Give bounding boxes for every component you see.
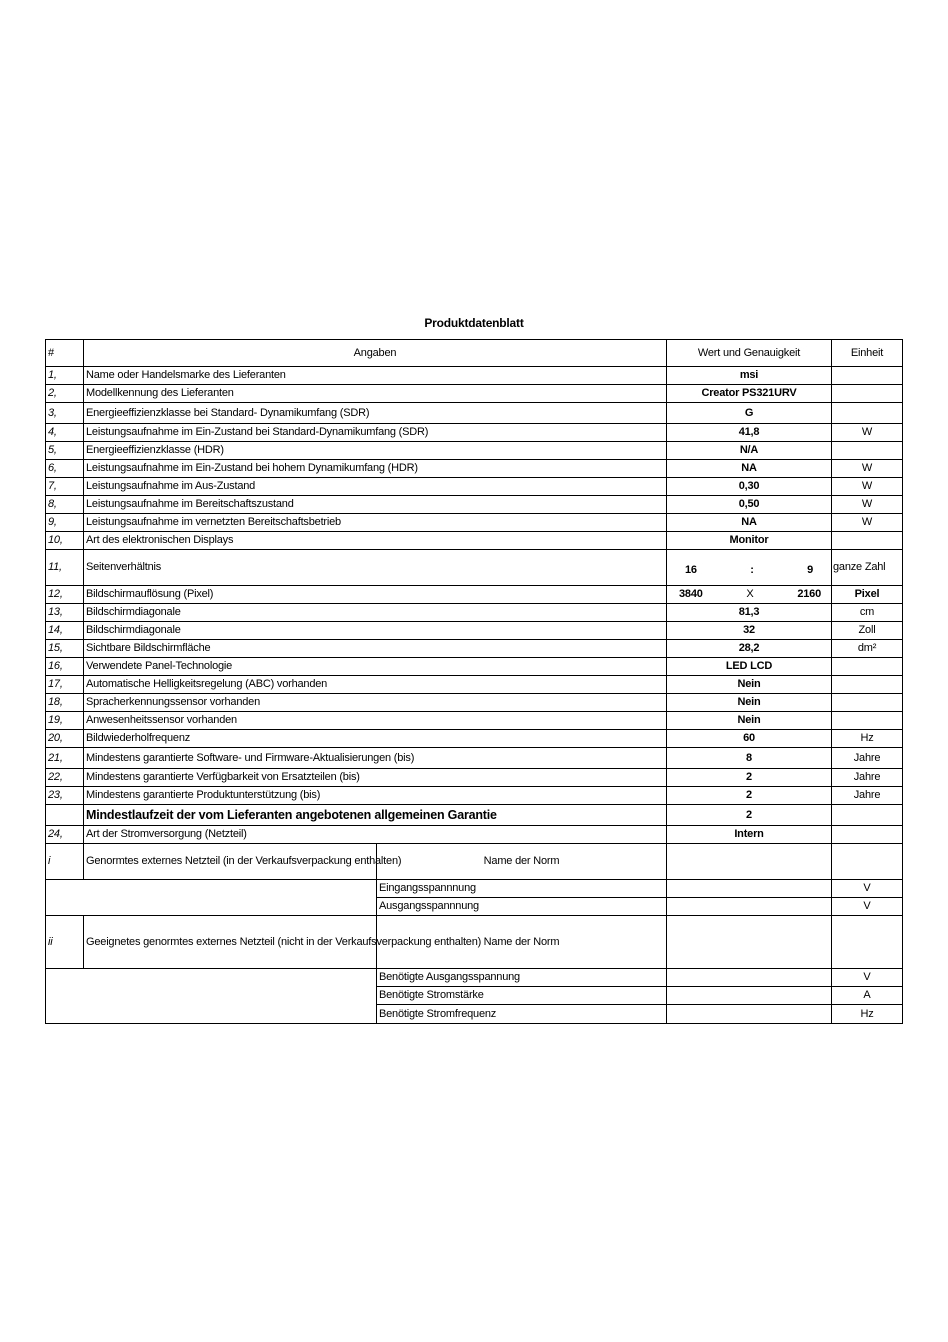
aspect-ratio-value <box>667 550 832 586</box>
row-number: 10, <box>46 532 84 550</box>
row-number: 18, <box>46 694 84 712</box>
header-wert: Wert und Genauigkeit <box>667 340 832 367</box>
psu-i-output-value <box>667 898 832 916</box>
row-label: Art des elektronischen Displays <box>84 532 667 550</box>
row-unit <box>832 844 903 880</box>
row-value: 2 <box>667 787 832 805</box>
row-value: NA <box>667 514 832 532</box>
row-number: 8, <box>46 496 84 514</box>
res-x: X <box>746 588 754 600</box>
table-row <box>46 805 903 826</box>
row-unit <box>832 805 903 826</box>
resolution-value <box>667 586 832 604</box>
table-row <box>46 880 903 898</box>
row-value: 0,30 <box>667 478 832 496</box>
psu-i-input-value <box>667 880 832 898</box>
row-value: NA <box>667 460 832 478</box>
row-unit: dm² <box>832 640 903 658</box>
row-label: Bildschirmdiagonale <box>84 604 667 622</box>
row-label: Leistungsaufnahme im vernetzten Bereitschaftsbetrieb <box>84 514 667 532</box>
row-label: Seitenverhältnis <box>84 550 667 586</box>
row-value: Nein <box>667 676 832 694</box>
row-label: Name oder Handelsmarke des Lieferanten <box>84 367 667 385</box>
row-number: 22, <box>46 769 84 787</box>
res-width: 3840 <box>679 588 703 600</box>
table-row <box>46 826 903 844</box>
row-label: Spracherkennungssensor vorhanden <box>84 694 667 712</box>
row-unit: W <box>832 460 903 478</box>
psu-i-blank <box>46 880 377 916</box>
row-number: 23, <box>46 787 84 805</box>
row-unit <box>832 658 903 676</box>
psu-ii-voltage-label: Benötigte Ausgangsspannung <box>377 969 667 987</box>
row-number: 6, <box>46 460 84 478</box>
row-value: 0,50 <box>667 496 832 514</box>
row-number: 19, <box>46 712 84 730</box>
psu-ii-current-unit: A <box>832 987 903 1005</box>
warranty-value: 2 <box>667 805 832 826</box>
row-label: Energieeffizienzklasse (HDR) <box>84 442 667 460</box>
row-number: 5, <box>46 442 84 460</box>
row-unit: Jahre <box>832 787 903 805</box>
table-row <box>46 640 903 658</box>
psu-i-norm-value <box>667 844 832 880</box>
row-unit: W <box>832 424 903 442</box>
res-height: 2160 <box>797 588 821 600</box>
row-value: 32 <box>667 622 832 640</box>
table-row <box>46 694 903 712</box>
aspect-b: 9 <box>807 564 813 576</box>
row-value: 28,2 <box>667 640 832 658</box>
row-number: 2, <box>46 385 84 403</box>
psu-ii-voltage-unit: V <box>832 969 903 987</box>
row-unit <box>832 385 903 403</box>
row-unit: Zoll <box>832 622 903 640</box>
row-number: 7, <box>46 478 84 496</box>
psu-ii-current-value <box>667 987 832 1005</box>
table-row <box>46 658 903 676</box>
table-row <box>46 748 903 769</box>
psu-ii-voltage-value <box>667 969 832 987</box>
row-number: 12, <box>46 586 84 604</box>
row-label: Leistungsaufnahme im Ein-Zustand bei Standard-Dynamikumfang (SDR) <box>84 424 667 442</box>
table-row <box>46 969 903 987</box>
table-row <box>46 550 903 586</box>
row-unit <box>832 712 903 730</box>
psu-ii-label: Geeignetes genormtes externes Netzteil (nicht in der Verkaufsverpackung enthalten) <box>84 916 377 969</box>
table-row <box>46 424 903 442</box>
row-number: 3, <box>46 403 84 424</box>
row-unit: Jahre <box>832 748 903 769</box>
document-title: Produktdatenblatt <box>424 316 524 330</box>
row-label: Mindestens garantierte Software- und Firmware-Aktualisierungen (bis) <box>84 748 667 769</box>
row-number: ii <box>46 916 84 969</box>
row-unit <box>832 403 903 424</box>
row-label: Leistungsaufnahme im Aus-Zustand <box>84 478 667 496</box>
row-unit <box>832 532 903 550</box>
header-angaben: Angaben <box>84 340 667 367</box>
psu-i-input-label: Eingangsspannnung <box>377 880 667 898</box>
row-number: 20, <box>46 730 84 748</box>
table-row <box>46 844 903 880</box>
row-value: Nein <box>667 712 832 730</box>
psu-i-label: Genormtes externes Netzteil (in der Verkaufsverpackung enthalten) <box>84 844 377 880</box>
psu-i-norm: Name der Norm <box>377 844 667 880</box>
row-label: Sichtbare Bildschirmfläche <box>84 640 667 658</box>
row-unit <box>832 442 903 460</box>
row-label: Verwendete Panel-Technologie <box>84 658 667 676</box>
psu-i-output-label: Ausgangsspannnung <box>377 898 667 916</box>
aspect-a: 16 <box>685 564 697 576</box>
row-value: Nein <box>667 694 832 712</box>
table-row <box>46 730 903 748</box>
table-row <box>46 787 903 805</box>
header-row <box>46 340 903 367</box>
row-unit: W <box>832 478 903 496</box>
psu-ii-freq-label: Benötigte Stromfrequenz <box>377 1005 667 1024</box>
row-number: 9, <box>46 514 84 532</box>
table-row <box>46 514 903 532</box>
table-row <box>46 478 903 496</box>
row-value: N/A <box>667 442 832 460</box>
header-num: # <box>46 340 84 367</box>
row-label: Bildschirmauflösung (Pixel) <box>84 586 667 604</box>
row-unit: ganze Zahl <box>832 550 903 586</box>
row-unit <box>832 367 903 385</box>
row-unit: W <box>832 496 903 514</box>
table-row <box>46 622 903 640</box>
table-row <box>46 676 903 694</box>
row-number: 17, <box>46 676 84 694</box>
row-unit <box>832 694 903 712</box>
header-einheit: Einheit <box>832 340 903 367</box>
row-label: Modellkennung des Lieferanten <box>84 385 667 403</box>
row-label: Anwesenheitssensor vorhanden <box>84 712 667 730</box>
row-number: 1, <box>46 367 84 385</box>
row-label: Energieeffizienzklasse bei Standard- Dynamikumfang (SDR) <box>84 403 667 424</box>
aspect-sep: : <box>750 564 754 576</box>
row-value: msi <box>667 367 832 385</box>
psu-ii-freq-value <box>667 1005 832 1024</box>
psu-ii-norm: Name der Norm <box>377 916 667 969</box>
table-row <box>46 712 903 730</box>
row-value: 60 <box>667 730 832 748</box>
row-number: 13, <box>46 604 84 622</box>
row-label: Automatische Helligkeitsregelung (ABC) vorhanden <box>84 676 667 694</box>
table-row <box>46 604 903 622</box>
row-label: Leistungsaufnahme im Bereitschaftszustand <box>84 496 667 514</box>
table-row <box>46 385 903 403</box>
table-row <box>46 532 903 550</box>
psu-i-output-unit: V <box>832 898 903 916</box>
row-unit: Hz <box>832 730 903 748</box>
row-number: 14, <box>46 622 84 640</box>
psu-ii-current-label: Benötigte Stromstärke <box>377 987 667 1005</box>
table-row <box>46 403 903 424</box>
row-value: Monitor <box>667 532 832 550</box>
table-row <box>46 460 903 478</box>
row-number <box>46 805 84 826</box>
psu-i-input-unit: V <box>832 880 903 898</box>
row-number: 15, <box>46 640 84 658</box>
psu-ii-norm-value <box>667 916 832 969</box>
row-label: Art der Stromversorgung (Netzteil) <box>84 826 667 844</box>
row-value: 8 <box>667 748 832 769</box>
row-unit: Jahre <box>832 769 903 787</box>
row-value: Intern <box>667 826 832 844</box>
row-value: G <box>667 403 832 424</box>
psu-ii-blank <box>46 969 377 1024</box>
table-row <box>46 496 903 514</box>
row-value: 81,3 <box>667 604 832 622</box>
row-number: i <box>46 844 84 880</box>
row-number: 21, <box>46 748 84 769</box>
row-label: Mindestens garantierte Produktunterstützung (bis) <box>84 787 667 805</box>
row-label: Leistungsaufnahme im Ein-Zustand bei hohem Dynamikumfang (HDR) <box>84 460 667 478</box>
row-unit <box>832 916 903 969</box>
row-value: LED LCD <box>667 658 832 676</box>
table-row <box>46 586 903 604</box>
row-value: 2 <box>667 769 832 787</box>
row-number: 16, <box>46 658 84 676</box>
psu-ii-freq-unit: Hz <box>832 1005 903 1024</box>
row-label: Bildwiederholfrequenz <box>84 730 667 748</box>
row-number: 11, <box>46 550 84 586</box>
table-row <box>46 367 903 385</box>
table-row <box>46 916 903 969</box>
row-unit: cm <box>832 604 903 622</box>
product-data-table <box>45 339 903 1024</box>
row-number: 4, <box>46 424 84 442</box>
row-label: Bildschirmdiagonale <box>84 622 667 640</box>
row-unit: W <box>832 514 903 532</box>
row-number: 24, <box>46 826 84 844</box>
row-unit <box>832 826 903 844</box>
row-value: Creator PS321URV <box>667 385 832 403</box>
table-row <box>46 442 903 460</box>
table-row <box>46 769 903 787</box>
row-value: 41,8 <box>667 424 832 442</box>
row-unit <box>832 676 903 694</box>
row-unit: Pixel <box>832 586 903 604</box>
row-label: Mindestens garantierte Verfügbarkeit von Ersatzteilen (bis) <box>84 769 667 787</box>
warranty-label: Mindestlaufzeit der vom Lieferanten angebotenen allgemeinen Garantie <box>84 805 667 826</box>
